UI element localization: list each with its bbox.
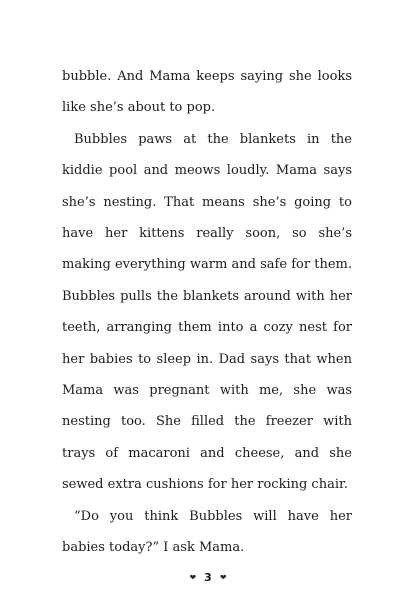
page-number: 3 [204, 571, 212, 584]
body-text [62, 61, 352, 564]
page-footer [0, 572, 416, 584]
paragraph: “Do you think Bubbles will have her babies today?” I ask Mama. [62, 508, 352, 556]
paragraph: Bubbles paws at the blankets in the kiddie pool and meows loudly. Mama says she’s nesting. That means she’s going to have her kittens really soon, so she’s making everything warm and safe for them. Bubbles pulls the blankets around with her teeth, arranging them into a cozy nest for her babies to sleep in. Dad says that when Mama was pregnant with me, she was nesting too. She filled the freezer with trays of macaroni and cheese, and she sewed extra cushions for her rocking chair. [62, 131, 352, 493]
heart-icon: ❤ [219, 573, 227, 582]
heart-icon: ❤ [189, 573, 197, 582]
paragraph: bubble. And Mama keeps saying she looks like she’s about to pop. [62, 69, 352, 116]
